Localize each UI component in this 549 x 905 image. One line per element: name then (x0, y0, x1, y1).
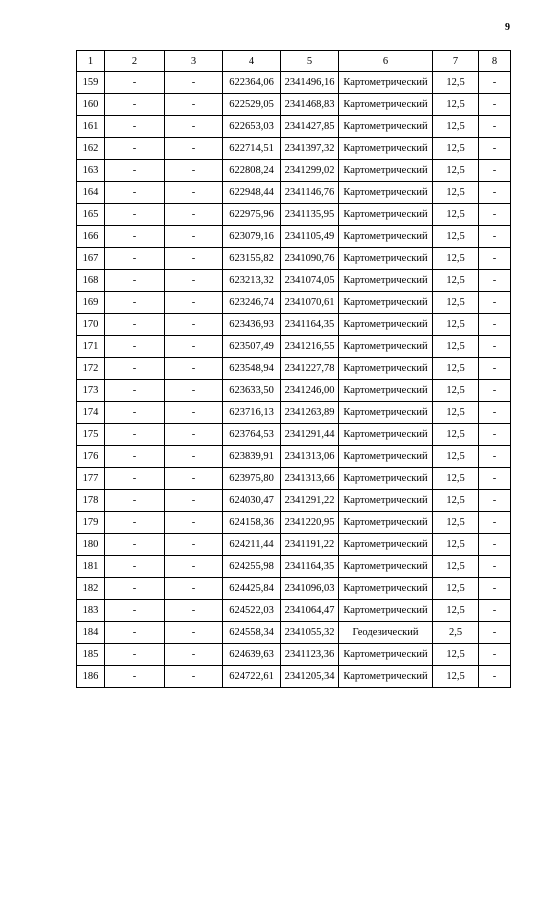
coordinate-y-cell: 2341397,32 (281, 138, 339, 160)
coordinate-x-cell: 623548,94 (223, 358, 281, 380)
cell-col8: - (479, 182, 511, 204)
column-header: 3 (165, 51, 223, 72)
method-cell: Картометрический (339, 644, 433, 666)
method-cell: Картометрический (339, 248, 433, 270)
method-cell: Картометрический (339, 204, 433, 226)
coordinate-y-cell: 2341263,89 (281, 402, 339, 424)
point-number-cell: 178 (77, 490, 105, 512)
accuracy-cell: 12,5 (433, 160, 479, 182)
cell-col8: - (479, 358, 511, 380)
method-cell: Картометрический (339, 446, 433, 468)
coordinate-y-cell: 2341468,83 (281, 94, 339, 116)
point-number-cell: 174 (77, 402, 105, 424)
method-cell: Картометрический (339, 358, 433, 380)
table-row (77, 380, 511, 402)
coordinate-y-cell: 2341070,61 (281, 292, 339, 314)
coordinate-y-cell: 2341146,76 (281, 182, 339, 204)
table-row (77, 534, 511, 556)
table-row (77, 270, 511, 292)
cell-col8: - (479, 666, 511, 688)
coordinate-y-cell: 2341164,35 (281, 556, 339, 578)
cell-col8: - (479, 116, 511, 138)
table-row (77, 358, 511, 380)
coordinate-x-cell: 623507,49 (223, 336, 281, 358)
cell-col3: - (165, 402, 223, 424)
cell-col3: - (165, 160, 223, 182)
table-row (77, 292, 511, 314)
point-number-cell: 175 (77, 424, 105, 446)
method-cell: Картометрический (339, 424, 433, 446)
accuracy-cell: 12,5 (433, 182, 479, 204)
cell-col8: - (479, 578, 511, 600)
accuracy-cell: 12,5 (433, 336, 479, 358)
coordinate-y-cell: 2341313,06 (281, 446, 339, 468)
cell-col2: - (105, 644, 165, 666)
cell-col3: - (165, 446, 223, 468)
coordinate-y-cell: 2341246,00 (281, 380, 339, 402)
point-number-cell: 183 (77, 600, 105, 622)
accuracy-cell: 12,5 (433, 226, 479, 248)
coordinate-y-cell: 2341074,05 (281, 270, 339, 292)
cell-col3: - (165, 336, 223, 358)
table-row (77, 512, 511, 534)
cell-col8: - (479, 72, 511, 94)
column-header: 7 (433, 51, 479, 72)
table-row (77, 402, 511, 424)
point-number-cell: 172 (77, 358, 105, 380)
table-row (77, 94, 511, 116)
method-cell: Картометрический (339, 270, 433, 292)
coordinate-y-cell: 2341123,36 (281, 644, 339, 666)
coordinate-x-cell: 623764,53 (223, 424, 281, 446)
cell-col8: - (479, 402, 511, 424)
accuracy-cell: 12,5 (433, 248, 479, 270)
table-row (77, 578, 511, 600)
cell-col3: - (165, 72, 223, 94)
cell-col8: - (479, 644, 511, 666)
method-cell: Картометрический (339, 116, 433, 138)
point-number-cell: 169 (77, 292, 105, 314)
cell-col2: - (105, 402, 165, 424)
table-row (77, 600, 511, 622)
cell-col2: - (105, 204, 165, 226)
accuracy-cell: 12,5 (433, 94, 479, 116)
accuracy-cell: 12,5 (433, 556, 479, 578)
coordinate-y-cell: 2341090,76 (281, 248, 339, 270)
coordinate-x-cell: 623633,50 (223, 380, 281, 402)
cell-col2: - (105, 512, 165, 534)
table-row (77, 248, 511, 270)
coordinate-x-cell: 622808,24 (223, 160, 281, 182)
method-cell: Картометрический (339, 402, 433, 424)
table-row (77, 204, 511, 226)
coordinate-x-cell: 624255,98 (223, 556, 281, 578)
point-number-cell: 163 (77, 160, 105, 182)
accuracy-cell: 12,5 (433, 534, 479, 556)
cell-col2: - (105, 446, 165, 468)
point-number-cell: 173 (77, 380, 105, 402)
method-cell: Картометрический (339, 336, 433, 358)
cell-col3: - (165, 380, 223, 402)
cell-col3: - (165, 490, 223, 512)
coordinate-x-cell: 624158,36 (223, 512, 281, 534)
method-cell: Картометрический (339, 182, 433, 204)
cell-col2: - (105, 380, 165, 402)
cell-col2: - (105, 248, 165, 270)
cell-col8: - (479, 204, 511, 226)
coordinate-y-cell: 2341055,32 (281, 622, 339, 644)
point-number-cell: 170 (77, 314, 105, 336)
accuracy-cell: 12,5 (433, 402, 479, 424)
coordinate-x-cell: 624211,44 (223, 534, 281, 556)
cell-col8: - (479, 270, 511, 292)
accuracy-cell: 12,5 (433, 292, 479, 314)
cell-col8: - (479, 424, 511, 446)
cell-col8: - (479, 556, 511, 578)
table-row (77, 336, 511, 358)
coordinate-y-cell: 2341313,66 (281, 468, 339, 490)
cell-col3: - (165, 292, 223, 314)
cell-col3: - (165, 622, 223, 644)
coordinate-y-cell: 2341291,22 (281, 490, 339, 512)
cell-col3: - (165, 116, 223, 138)
cell-col2: - (105, 358, 165, 380)
cell-col3: - (165, 424, 223, 446)
accuracy-cell: 12,5 (433, 380, 479, 402)
coordinate-x-cell: 623839,91 (223, 446, 281, 468)
coordinate-y-cell: 2341135,95 (281, 204, 339, 226)
cell-col3: - (165, 94, 223, 116)
accuracy-cell: 12,5 (433, 578, 479, 600)
coordinate-y-cell: 2341164,35 (281, 314, 339, 336)
coordinate-x-cell: 624522,03 (223, 600, 281, 622)
point-number-cell: 161 (77, 116, 105, 138)
cell-col8: - (479, 512, 511, 534)
cell-col2: - (105, 468, 165, 490)
coordinate-y-cell: 2341216,55 (281, 336, 339, 358)
point-number-cell: 166 (77, 226, 105, 248)
coordinate-y-cell: 2341220,95 (281, 512, 339, 534)
coordinate-x-cell: 624722,61 (223, 666, 281, 688)
point-number-cell: 160 (77, 94, 105, 116)
cell-col8: - (479, 314, 511, 336)
cell-col3: - (165, 556, 223, 578)
method-cell: Картометрический (339, 314, 433, 336)
cell-col8: - (479, 490, 511, 512)
table-row (77, 556, 511, 578)
method-cell: Геодезический (339, 622, 433, 644)
accuracy-cell: 12,5 (433, 116, 479, 138)
accuracy-cell: 12,5 (433, 644, 479, 666)
coordinate-y-cell: 2341191,22 (281, 534, 339, 556)
cell-col2: - (105, 666, 165, 688)
coordinate-x-cell: 622714,51 (223, 138, 281, 160)
cell-col2: - (105, 424, 165, 446)
cell-col8: - (479, 600, 511, 622)
point-number-cell: 176 (77, 446, 105, 468)
method-cell: Картометрический (339, 72, 433, 94)
table-row (77, 644, 511, 666)
cell-col2: - (105, 622, 165, 644)
accuracy-cell: 12,5 (433, 512, 479, 534)
table-body (77, 72, 511, 688)
coordinate-x-cell: 624639,63 (223, 644, 281, 666)
cell-col2: - (105, 226, 165, 248)
table-header-row (77, 51, 511, 72)
coordinate-y-cell: 2341496,16 (281, 72, 339, 94)
coordinate-x-cell: 624558,34 (223, 622, 281, 644)
cell-col3: - (165, 248, 223, 270)
point-number-cell: 167 (77, 248, 105, 270)
accuracy-cell: 12,5 (433, 204, 479, 226)
cell-col8: - (479, 138, 511, 160)
cell-col8: - (479, 336, 511, 358)
cell-col8: - (479, 94, 511, 116)
accuracy-cell: 12,5 (433, 446, 479, 468)
coordinate-x-cell: 622948,44 (223, 182, 281, 204)
cell-col3: - (165, 314, 223, 336)
coordinate-y-cell: 2341427,85 (281, 116, 339, 138)
method-cell: Картометрический (339, 468, 433, 490)
coordinate-x-cell: 622653,03 (223, 116, 281, 138)
coordinate-x-cell: 624030,47 (223, 490, 281, 512)
accuracy-cell: 12,5 (433, 138, 479, 160)
accuracy-cell: 12,5 (433, 600, 479, 622)
coordinate-y-cell: 2341096,03 (281, 578, 339, 600)
accuracy-cell: 12,5 (433, 666, 479, 688)
coordinate-y-cell: 2341205,34 (281, 666, 339, 688)
table-row (77, 160, 511, 182)
method-cell: Картометрический (339, 380, 433, 402)
table-row (77, 490, 511, 512)
cell-col2: - (105, 160, 165, 182)
coordinate-x-cell: 623436,93 (223, 314, 281, 336)
cell-col2: - (105, 600, 165, 622)
method-cell: Картометрический (339, 138, 433, 160)
table-row (77, 424, 511, 446)
coordinate-x-cell: 623079,16 (223, 226, 281, 248)
method-cell: Картометрический (339, 534, 433, 556)
coordinate-x-cell: 622364,06 (223, 72, 281, 94)
cell-col3: - (165, 600, 223, 622)
point-number-cell: 182 (77, 578, 105, 600)
cell-col2: - (105, 490, 165, 512)
cell-col3: - (165, 534, 223, 556)
column-header: 4 (223, 51, 281, 72)
accuracy-cell: 2,5 (433, 622, 479, 644)
table-row (77, 72, 511, 94)
coordinate-y-cell: 2341064,47 (281, 600, 339, 622)
point-number-cell: 162 (77, 138, 105, 160)
coordinates-table (76, 50, 511, 688)
accuracy-cell: 12,5 (433, 358, 479, 380)
coordinate-x-cell: 623246,74 (223, 292, 281, 314)
method-cell: Картометрический (339, 226, 433, 248)
point-number-cell: 165 (77, 204, 105, 226)
method-cell: Картометрический (339, 666, 433, 688)
cell-col2: - (105, 292, 165, 314)
table-row (77, 666, 511, 688)
point-number-cell: 171 (77, 336, 105, 358)
cell-col8: - (479, 622, 511, 644)
table-row (77, 622, 511, 644)
method-cell: Картометрический (339, 556, 433, 578)
cell-col8: - (479, 160, 511, 182)
cell-col2: - (105, 182, 165, 204)
cell-col3: - (165, 666, 223, 688)
coordinate-x-cell: 622529,05 (223, 94, 281, 116)
method-cell: Картометрический (339, 292, 433, 314)
cell-col8: - (479, 380, 511, 402)
point-number-cell: 168 (77, 270, 105, 292)
method-cell: Картометрический (339, 490, 433, 512)
table-row (77, 116, 511, 138)
cell-col3: - (165, 468, 223, 490)
point-number-cell: 179 (77, 512, 105, 534)
cell-col3: - (165, 270, 223, 292)
point-number-cell: 185 (77, 644, 105, 666)
point-number-cell: 186 (77, 666, 105, 688)
coordinate-x-cell: 624425,84 (223, 578, 281, 600)
accuracy-cell: 12,5 (433, 468, 479, 490)
coordinate-y-cell: 2341227,78 (281, 358, 339, 380)
point-number-cell: 181 (77, 556, 105, 578)
cell-col3: - (165, 644, 223, 666)
cell-col8: - (479, 446, 511, 468)
cell-col2: - (105, 270, 165, 292)
point-number-cell: 159 (77, 72, 105, 94)
cell-col2: - (105, 72, 165, 94)
point-number-cell: 164 (77, 182, 105, 204)
coordinate-x-cell: 623155,82 (223, 248, 281, 270)
table-row (77, 468, 511, 490)
method-cell: Картометрический (339, 160, 433, 182)
column-header: 6 (339, 51, 433, 72)
coordinate-x-cell: 623716,13 (223, 402, 281, 424)
method-cell: Картометрический (339, 94, 433, 116)
method-cell: Картометрический (339, 578, 433, 600)
cell-col8: - (479, 292, 511, 314)
column-header: 8 (479, 51, 511, 72)
cell-col2: - (105, 116, 165, 138)
cell-col8: - (479, 226, 511, 248)
point-number-cell: 177 (77, 468, 105, 490)
column-header: 5 (281, 51, 339, 72)
page-number: 9 (505, 22, 510, 33)
accuracy-cell: 12,5 (433, 270, 479, 292)
table-row (77, 446, 511, 468)
coordinate-y-cell: 2341105,49 (281, 226, 339, 248)
cell-col3: - (165, 358, 223, 380)
cell-col8: - (479, 248, 511, 270)
method-cell: Картометрический (339, 512, 433, 534)
accuracy-cell: 12,5 (433, 72, 479, 94)
column-header: 2 (105, 51, 165, 72)
column-header: 1 (77, 51, 105, 72)
cell-col8: - (479, 534, 511, 556)
point-number-cell: 184 (77, 622, 105, 644)
accuracy-cell: 12,5 (433, 490, 479, 512)
cell-col2: - (105, 138, 165, 160)
cell-col2: - (105, 556, 165, 578)
coordinate-x-cell: 623213,32 (223, 270, 281, 292)
table-row (77, 226, 511, 248)
cell-col2: - (105, 94, 165, 116)
cell-col3: - (165, 138, 223, 160)
cell-col2: - (105, 336, 165, 358)
cell-col3: - (165, 578, 223, 600)
cell-col3: - (165, 182, 223, 204)
method-cell: Картометрический (339, 600, 433, 622)
coordinate-x-cell: 623975,80 (223, 468, 281, 490)
coordinate-x-cell: 622975,96 (223, 204, 281, 226)
accuracy-cell: 12,5 (433, 314, 479, 336)
table-row (77, 182, 511, 204)
cell-col3: - (165, 204, 223, 226)
point-number-cell: 180 (77, 534, 105, 556)
table-row (77, 314, 511, 336)
accuracy-cell: 12,5 (433, 424, 479, 446)
cell-col3: - (165, 226, 223, 248)
coordinate-y-cell: 2341299,02 (281, 160, 339, 182)
cell-col3: - (165, 512, 223, 534)
table-row (77, 138, 511, 160)
cell-col8: - (479, 468, 511, 490)
cell-col2: - (105, 314, 165, 336)
cell-col2: - (105, 534, 165, 556)
cell-col2: - (105, 578, 165, 600)
coordinate-y-cell: 2341291,44 (281, 424, 339, 446)
